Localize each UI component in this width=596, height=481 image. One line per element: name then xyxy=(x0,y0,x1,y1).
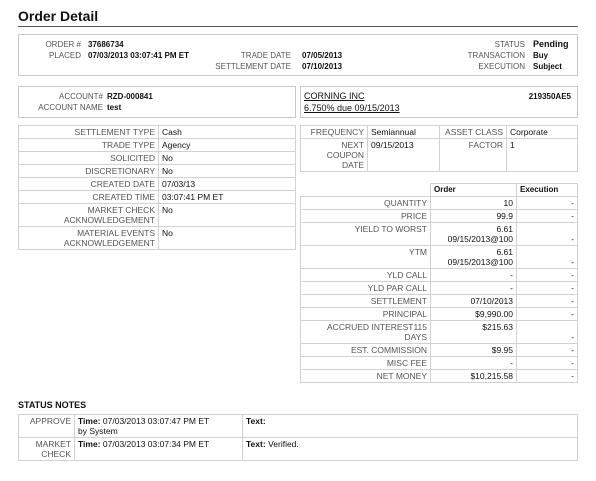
next-coupon-label: NEXT COUPON DATE xyxy=(301,139,368,172)
pricing-order-value: - xyxy=(431,282,517,295)
frequency-value: Semiannual xyxy=(368,126,440,139)
placed-label: PLACED xyxy=(48,51,81,60)
pricing-row xyxy=(301,210,578,223)
pricing-row-label: SETTLEMENT xyxy=(301,295,431,308)
trade-detail-value: No xyxy=(159,204,296,227)
pricing-row xyxy=(301,295,578,308)
trade-detail-label: MARKET CHECK ACKNOWLEDGEMENT xyxy=(19,204,159,227)
settlement-date-label: SETTLEMENT DATE xyxy=(215,62,291,71)
execution-label: EXECUTION xyxy=(478,62,525,71)
status-note-row xyxy=(19,438,578,461)
pricing-execution-value: - xyxy=(517,269,578,282)
pricing-row-label: EST. COMMISSION xyxy=(301,344,431,357)
trade-details-table xyxy=(18,125,296,250)
pricing-execution-value: - xyxy=(517,357,578,370)
security-description-link[interactable]: 6.750% due 09/15/2013 xyxy=(304,103,400,113)
status-note-row xyxy=(19,415,578,438)
bond-info-table xyxy=(300,125,578,172)
pricing-row xyxy=(301,269,578,282)
order-number-label: ORDER # xyxy=(45,40,81,49)
pricing-execution-value: - xyxy=(517,223,578,246)
trade-detail-row xyxy=(19,139,296,152)
pricing-order-value: 6.61 09/15/2013@100 xyxy=(431,246,517,269)
asset-class-value: Corporate xyxy=(507,126,578,139)
status-note-type: MARKET CHECK xyxy=(19,438,75,461)
pricing-execution-value: - xyxy=(517,321,578,344)
trade-detail-value: No xyxy=(159,227,296,250)
security-issuer-link[interactable]: CORNING INC xyxy=(304,91,365,101)
status-note-text-cell xyxy=(243,438,578,461)
pricing-order-value: $10,215.58 xyxy=(431,370,517,383)
account-number-value: RZD-000841 xyxy=(107,92,153,101)
security-panel xyxy=(300,86,578,118)
pricing-row xyxy=(301,370,578,383)
pricing-execution-value: - xyxy=(517,308,578,321)
order-header-panel xyxy=(18,34,578,76)
settlement-date-value: 07/10/2013 xyxy=(302,62,343,71)
order-number-value: 37686734 xyxy=(88,40,124,49)
status-notes-table xyxy=(18,414,578,461)
next-coupon-value: 09/15/2013 xyxy=(368,139,440,172)
status-note-text-label: Text: xyxy=(246,439,266,449)
status-notes-title: STATUS NOTES xyxy=(18,400,87,410)
cusip-value: 219350AE5 xyxy=(528,92,571,101)
pricing-execution-value: - xyxy=(517,295,578,308)
frequency-label: FREQUENCY xyxy=(301,126,368,139)
trade-detail-label: CREATED DATE xyxy=(19,178,159,191)
trade-detail-value: Cash xyxy=(159,126,296,139)
factor-label: FACTOR xyxy=(440,139,507,172)
pricing-row-label: NET MONEY xyxy=(301,370,431,383)
pricing-row-label: ACCRUED INTEREST115 DAYS xyxy=(301,321,431,344)
trade-detail-value: Agency xyxy=(159,139,296,152)
pricing-row xyxy=(301,344,578,357)
account-name-value: test xyxy=(107,103,122,112)
pricing-row xyxy=(301,197,578,210)
account-panel xyxy=(18,86,296,118)
pricing-row-label: QUANTITY xyxy=(301,197,431,210)
page-title: Order Detail xyxy=(18,8,99,24)
trade-detail-value: No xyxy=(159,165,296,178)
pricing-order-value: 6.61 09/15/2013@100 xyxy=(431,223,517,246)
asset-class-label: ASSET CLASS xyxy=(440,126,507,139)
pricing-row xyxy=(301,321,578,344)
status-note-time-cell xyxy=(75,438,243,461)
execution-value: Subject xyxy=(533,62,562,71)
trade-detail-label: CREATED TIME xyxy=(19,191,159,204)
status-label: STATUS xyxy=(494,40,525,49)
factor-value: 1 xyxy=(507,139,578,172)
pricing-corner-cell xyxy=(301,184,431,197)
status-value: Pending xyxy=(533,39,569,49)
pricing-row xyxy=(301,308,578,321)
trade-detail-row xyxy=(19,204,296,227)
status-note-time-label: Time: xyxy=(78,416,101,426)
transaction-label: TRANSACTION xyxy=(467,51,525,60)
trade-detail-row xyxy=(19,227,296,250)
trade-detail-label: MATERIAL EVENTS ACKNOWLEDGEMENT xyxy=(19,227,159,250)
pricing-execution-value: - xyxy=(517,197,578,210)
status-note-time-label: Time: xyxy=(78,439,101,449)
title-divider xyxy=(18,26,578,27)
trade-detail-label: TRADE TYPE xyxy=(19,139,159,152)
pricing-execution-value: - xyxy=(517,282,578,295)
trade-detail-row xyxy=(19,152,296,165)
pricing-table xyxy=(300,183,578,383)
order-column-header: Order xyxy=(431,184,517,197)
pricing-row-label: YTM xyxy=(301,246,431,269)
status-note-text: Verified. xyxy=(268,439,299,449)
pricing-order-value: $9.95 xyxy=(431,344,517,357)
trade-detail-value: 07/03/13 xyxy=(159,178,296,191)
pricing-row xyxy=(301,223,578,246)
trade-detail-row xyxy=(19,126,296,139)
pricing-row xyxy=(301,357,578,370)
trade-detail-value: 03:07:41 PM ET xyxy=(159,191,296,204)
pricing-order-value: $9,990.00 xyxy=(431,308,517,321)
pricing-execution-value: - xyxy=(517,210,578,223)
trade-detail-label: SETTLEMENT TYPE xyxy=(19,126,159,139)
status-note-time: 07/03/2013 03:07:47 PM ET xyxy=(102,416,210,426)
account-name-label: ACCOUNT NAME xyxy=(38,103,103,112)
pricing-order-value: $215.63 xyxy=(431,321,517,344)
pricing-row-label: PRICE xyxy=(301,210,431,223)
pricing-row xyxy=(301,246,578,269)
status-note-time: 07/03/2013 03:07:34 PM ET xyxy=(102,439,210,449)
placed-value: 07/03/2013 03:07:41 PM ET xyxy=(88,51,189,60)
status-note-author: by System xyxy=(78,426,118,436)
status-note-text-cell xyxy=(243,415,578,438)
pricing-row xyxy=(301,282,578,295)
transaction-value: Buy xyxy=(533,51,549,60)
pricing-row-label: PRINCIPAL xyxy=(301,308,431,321)
account-number-label: ACCOUNT# xyxy=(58,92,103,101)
pricing-order-value: 07/10/2013 xyxy=(431,295,517,308)
trade-detail-value: No xyxy=(159,152,296,165)
pricing-order-value: - xyxy=(431,357,517,370)
pricing-row-label: YLD PAR CALL xyxy=(301,282,431,295)
trade-detail-row xyxy=(19,178,296,191)
pricing-order-value: - xyxy=(431,269,517,282)
execution-column-header: Execution xyxy=(517,184,578,197)
pricing-order-value: 99.9 xyxy=(431,210,517,223)
trade-detail-label: DISCRETIONARY xyxy=(19,165,159,178)
trade-detail-row xyxy=(19,191,296,204)
status-note-text-label: Text: xyxy=(246,416,266,426)
trade-detail-label: SOLICITED xyxy=(19,152,159,165)
pricing-row-label: MISC FEE xyxy=(301,357,431,370)
pricing-order-value: 10 xyxy=(431,197,517,210)
pricing-execution-value: - xyxy=(517,344,578,357)
pricing-execution-value: - xyxy=(517,246,578,269)
trade-detail-row xyxy=(19,165,296,178)
trade-date-value: 07/05/2013 xyxy=(302,51,343,60)
pricing-execution-value: - xyxy=(517,370,578,383)
trade-date-label: TRADE DATE xyxy=(240,51,291,60)
status-note-time-cell xyxy=(75,415,243,438)
pricing-row-label: YIELD TO WORST xyxy=(301,223,431,246)
status-note-type: APPROVE xyxy=(19,415,75,438)
pricing-row-label: YLD CALL xyxy=(301,269,431,282)
